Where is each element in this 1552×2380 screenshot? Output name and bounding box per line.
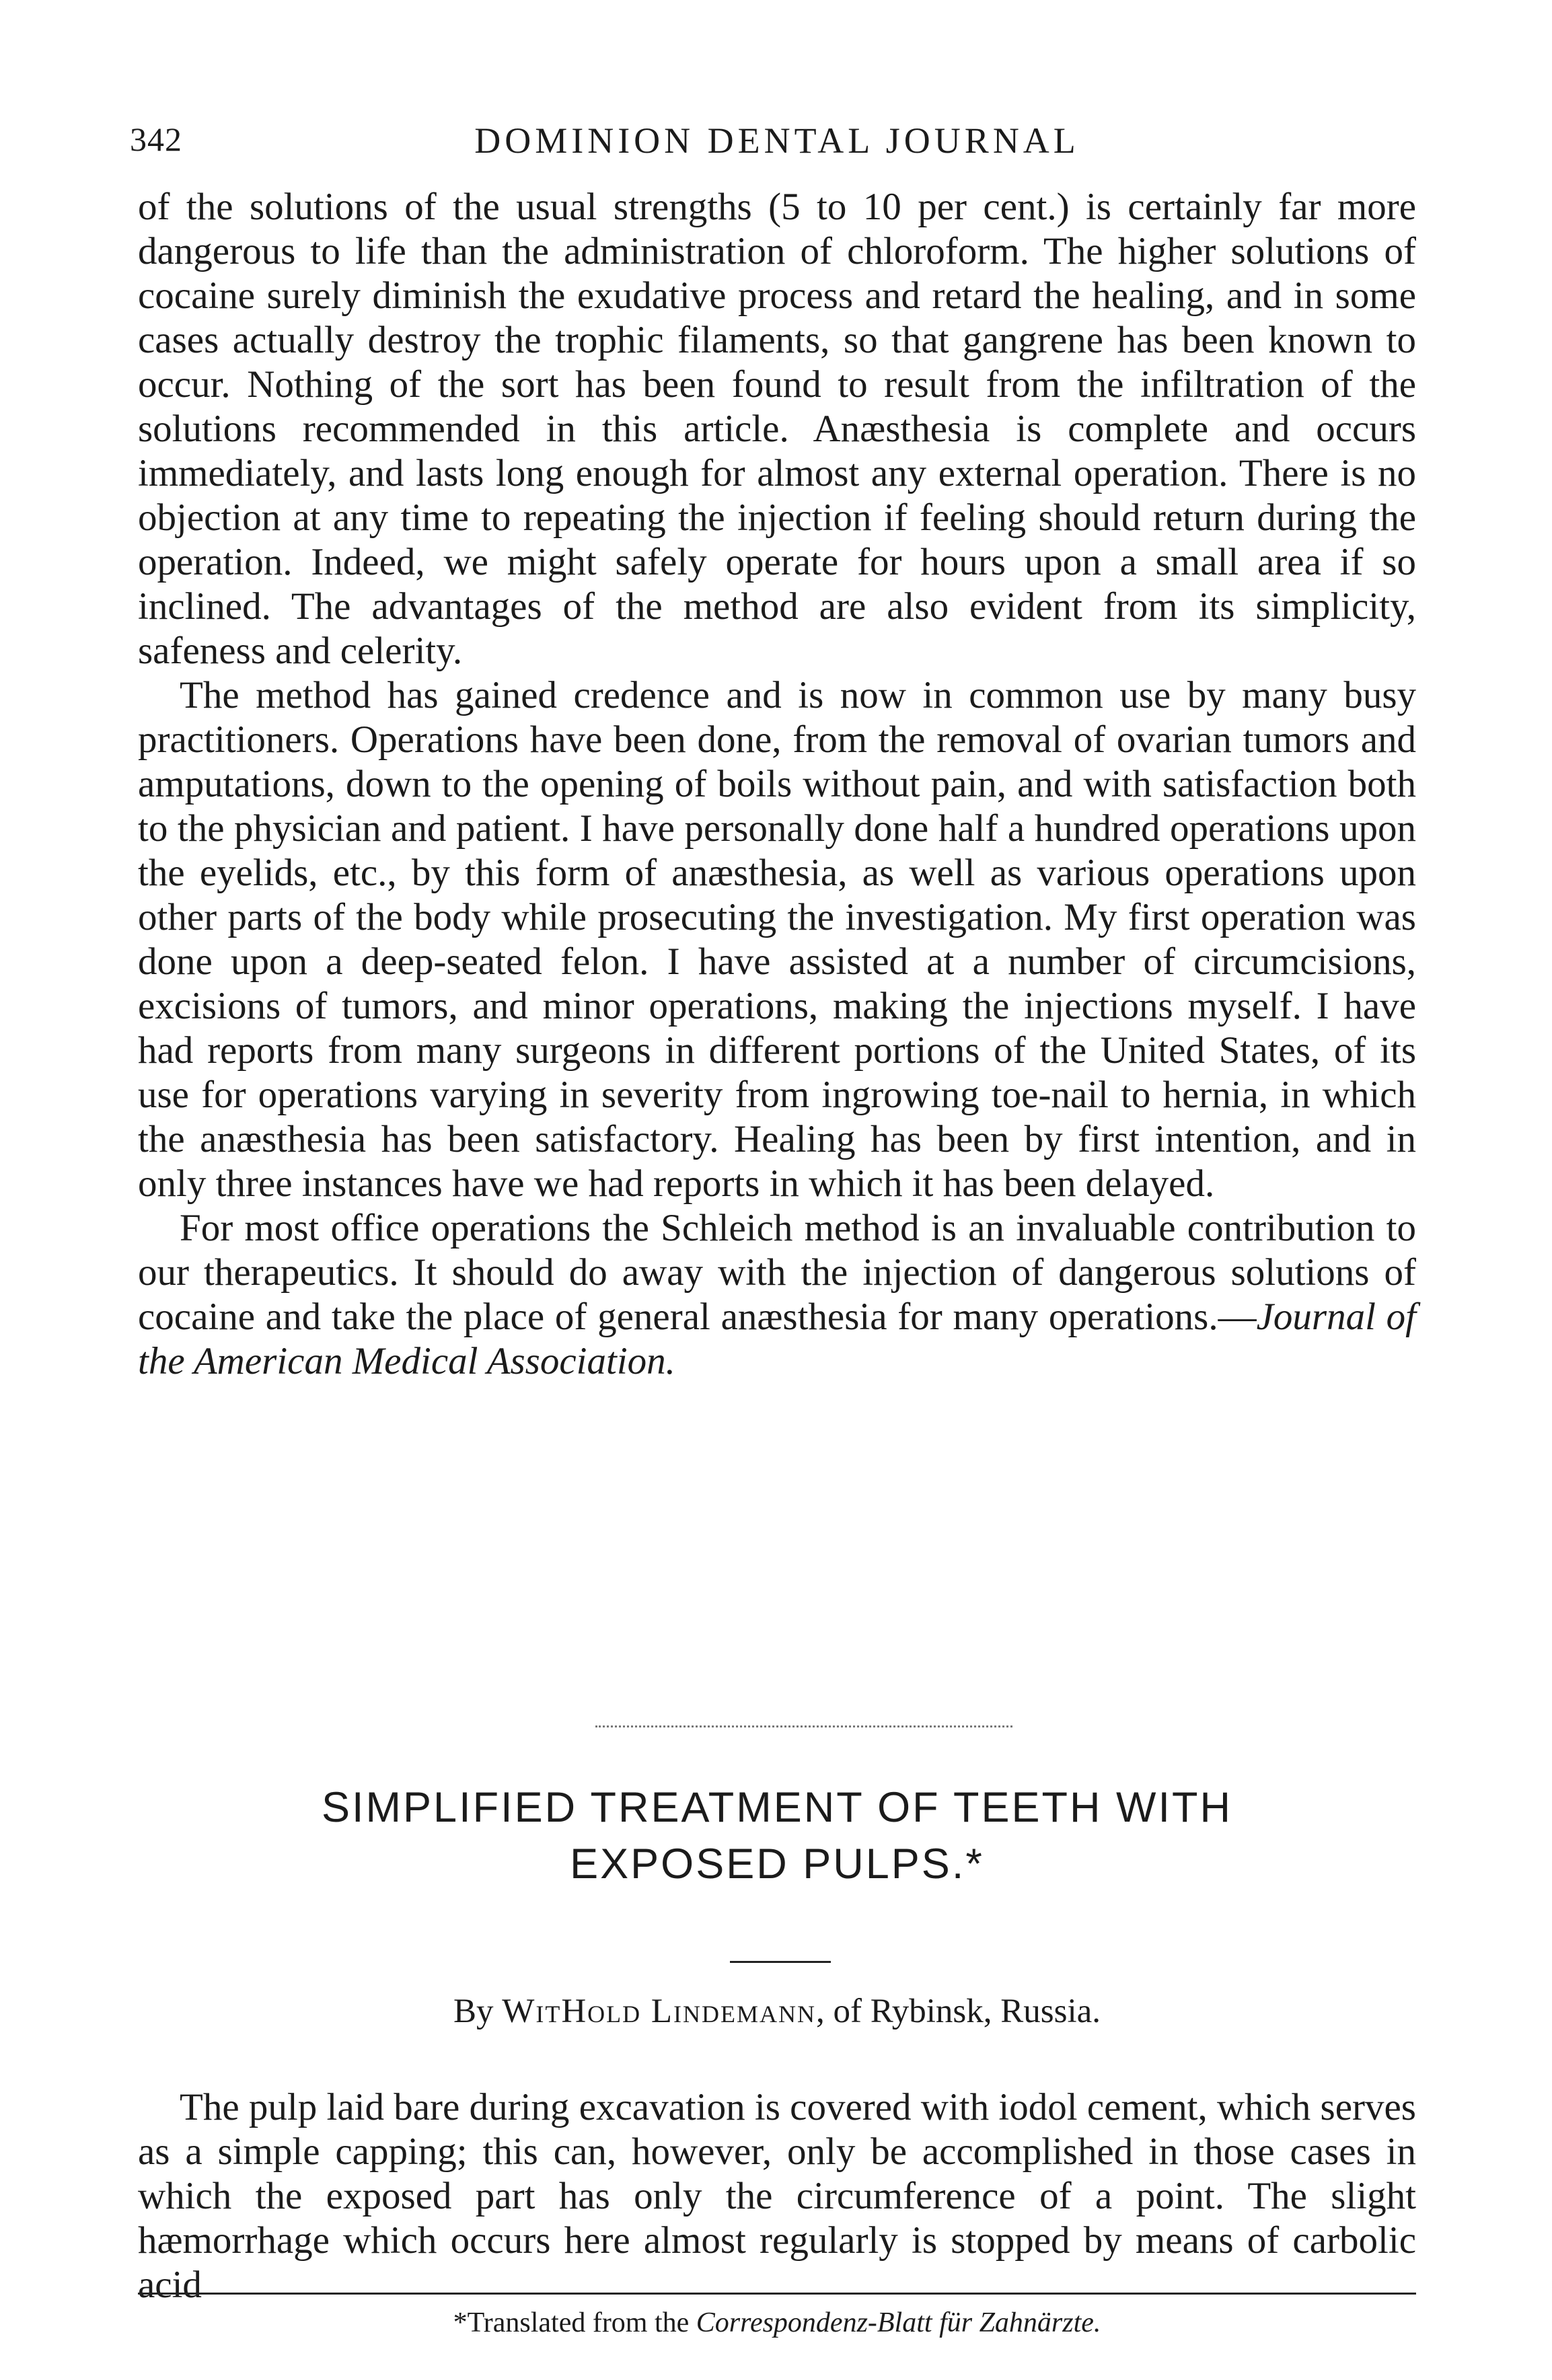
journal-title: DOMINION DENTAL JOURNAL — [474, 120, 1080, 161]
paragraph: of the solutions of the usual strengths (5 to 10 per cent.) is certainly far more dangerous to life than the administration of chloroform. The higher solutions of cocaine surely diminish the exudative process and retard the healing, and in some cases actually destroy the trophic filaments, so that gangrene has been known to occur. Nothing of the sort has been found to result from the infiltration of the solutions recommended in this article. Anæsthesia is complete and occurs immediately, and lasts long enough for almost any external operation. There is no objection at any time to repeating the injection if feeling should return during the operation. Indeed, we might safely operate for hours upon a small area if so inclined. The advantages of the method are also evident from its simplicity, safeness and celerity. — [138, 186, 1416, 672]
paragraph: The method has gained credence and is now in common use by many busy practitioners. Operations have been done, from the removal of ovarian tumors and amputations, down to the opening of boils without pain, and with satisfaction both to the physician and patient. I have personally done half a hundred operations upon the eyelids, etc., by this form of anæsthesia, as well as various operations upon other parts of the body while prosecuting the investigation. My first operation was done upon a deep-seated felon. I have assisted at a number of circumcisions, excisions of tumors, and minor operations, making the injections myself. I have had reports from many surgeons in different portions of the United States, of its use for operations varying in severity from ingrowing toe-nail to hernia, in which the anæsthesia has been satisfactory. Healing has been by first intention, and in only three instances have we had reports in which it has been delayed. — [138, 674, 1416, 1205]
article-body — [138, 2085, 1416, 2307]
source-citation: Journal of the American Medical Association. — [138, 1296, 1416, 1382]
author-name: WitHold Lindemann — [502, 1993, 817, 2030]
paragraph-text: For most office operations the Schleich method is an invaluable contribution to our therapeutics. It should do away with the injection of dangerous solutions of cocaine and take the place of general anæsthesia for many operations.— — [138, 1207, 1416, 1338]
footnote-source: Correspondenz-Blatt für Zahnärzte. — [696, 2307, 1101, 2338]
article-title — [138, 1779, 1416, 1892]
byline-prefix: By — [453, 1993, 494, 2030]
footnote-divider — [138, 2293, 1416, 2295]
byline — [138, 1991, 1416, 2032]
article-title-line: EXPOSED PULPS.* — [570, 1840, 984, 1888]
footnote — [138, 2306, 1416, 2340]
journal-page — [130, 0, 1416, 2380]
paragraph: The pulp laid bare during excavation is covered with iodol cement, which serves as a simple capping; this can, however, only be accomplished in those cases in which the exposed part has only the circumference of a point. The slight hæmorrhage which occurs here almost regularly is stopped by means of carbolic acid — [138, 2086, 1416, 2306]
article-title-line: SIMPLIFIED TREATMENT OF TEETH WITH — [322, 1784, 1232, 1831]
section-separator — [595, 1725, 1012, 1732]
footnote-prefix: *Translated from the — [453, 2307, 690, 2338]
running-head — [130, 120, 1416, 167]
title-divider — [730, 1961, 831, 1963]
byline-affiliation: , of Rybinsk, Russia. — [816, 1993, 1101, 2030]
page-number: 342 — [130, 120, 182, 158]
paragraph — [138, 1206, 1416, 1384]
continued-article — [138, 185, 1416, 1384]
